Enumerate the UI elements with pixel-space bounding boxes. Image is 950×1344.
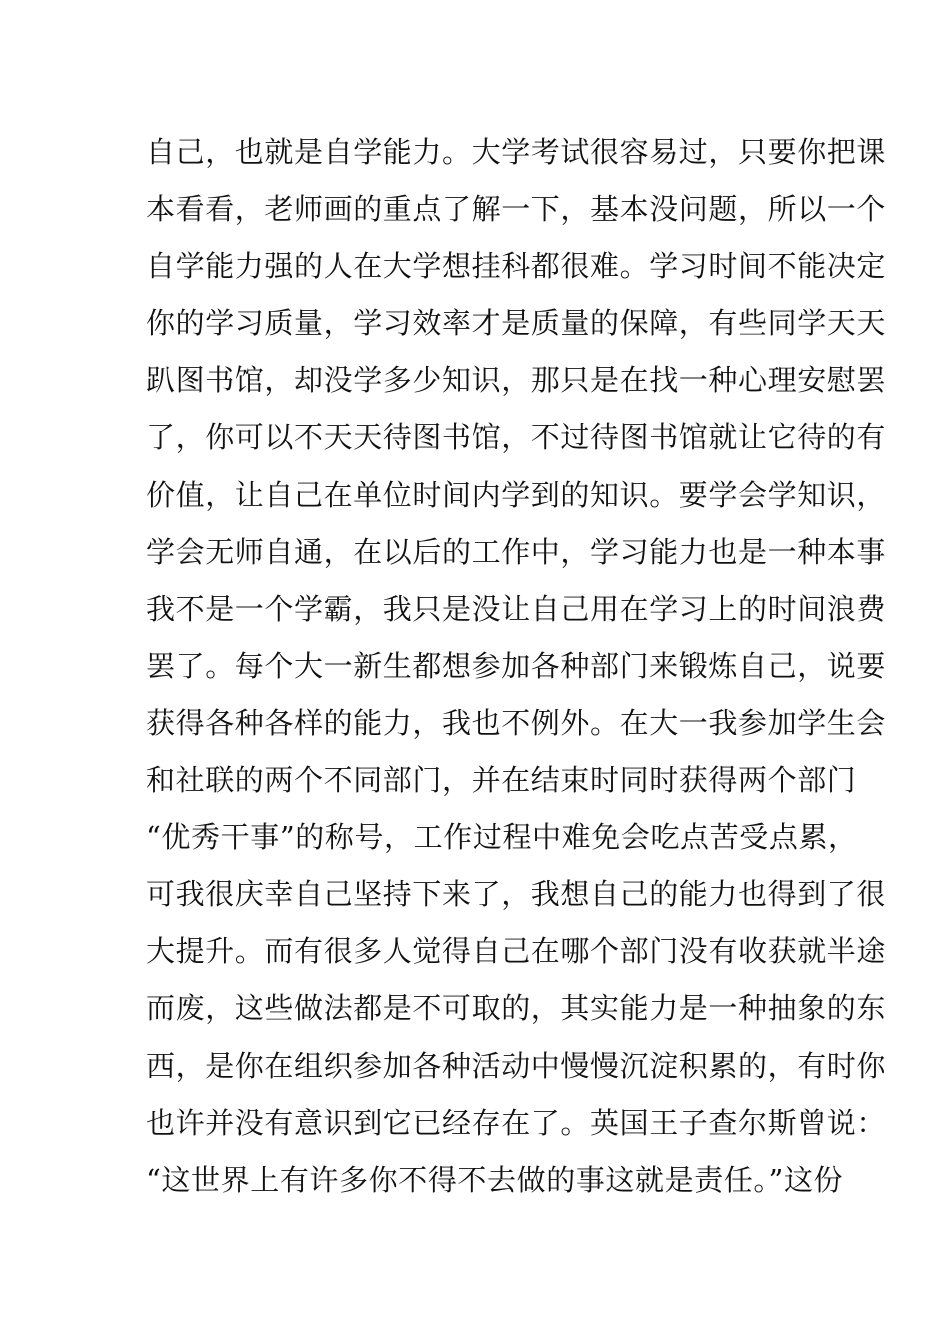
text-line: 你的学习质量，学习效率才是质量的保障，有些同学天天 <box>146 306 887 341</box>
text-line: 学会无师自通，在以后的工作中，学习能力也是一种本事 <box>146 534 887 569</box>
text-line: “这世界上有许多你不得不去做的事这就是责任。”这份 <box>146 1162 844 1197</box>
text-line: 可我很庆幸自己坚持下来了，我想自己的能力也得到了很 <box>146 877 887 912</box>
text-line: 我不是一个学霸，我只是没让自己用在学习上的时间浪费 <box>146 591 887 626</box>
text-line: 获得各种各样的能力，我也不例外。在大一我参加学生会 <box>146 705 887 740</box>
text-line: 价值，让自己在单位时间内学到的知识。要学会学知识， <box>146 477 887 512</box>
text-line: “优秀干事”的称号，工作过程中难免会吃点苦受点累， <box>146 820 858 855</box>
body-text <box>146 124 887 1209</box>
text-line: 自己，也就是自学能力。大学考试很容易过，只要你把课 <box>146 135 887 169</box>
text-line: 和社联的两个不同部门，并在结束时同时获得两个部门 <box>146 763 857 798</box>
text-line: 本看看，老师画的重点了解一下，基本没问题，所以一个 <box>146 192 887 227</box>
text-line: 西，是你在组织参加各种活动中慢慢沉淀积累的，有时你 <box>146 1048 887 1083</box>
text-line: 而废，这些做法都是不可取的，其实能力是一种抽象的东 <box>146 991 887 1026</box>
text-line: 趴图书馆，却没学多少知识，那只是在找一种心理安慰罢 <box>146 363 887 398</box>
text-line: 大提升。而有很多人觉得自己在哪个部门没有收获就半途 <box>146 934 887 969</box>
text-line: 自学能力强的人在大学想挂科都很难。学习时间不能决定 <box>146 249 887 284</box>
text-line: 了，你可以不天天待图书馆，不过待图书馆就让它待的有 <box>146 420 887 455</box>
text-line: 也许并没有意识到它已经存在了。英国王子查尔斯曾说： <box>146 1105 887 1140</box>
text-line: 罢了。每个大一新生都想参加各种部门来锻炼自己，说要 <box>146 648 887 683</box>
